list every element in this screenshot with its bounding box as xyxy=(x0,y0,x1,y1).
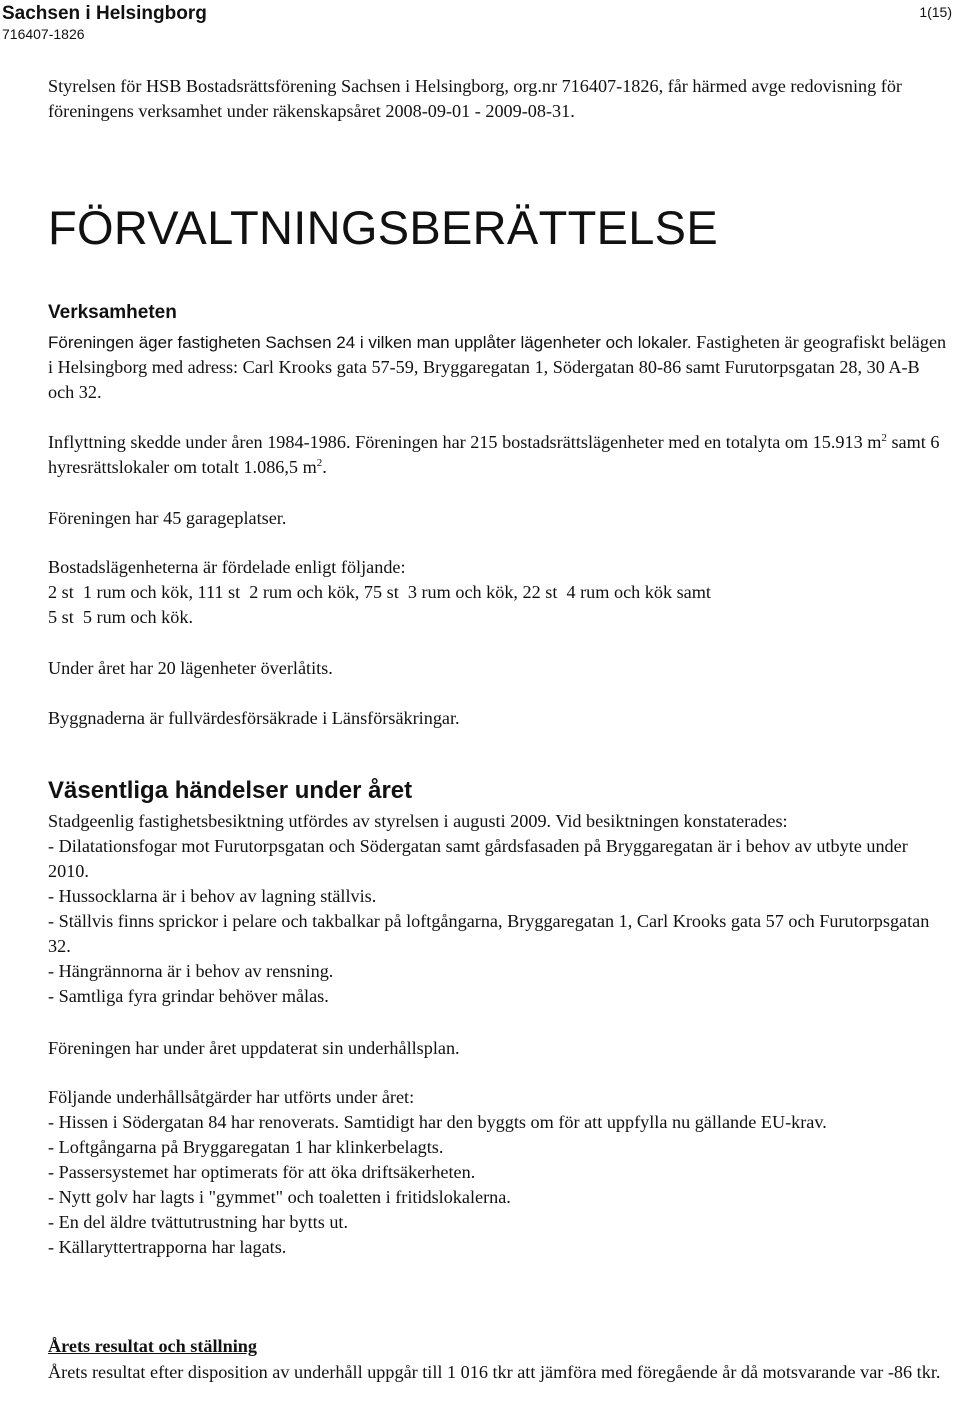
measure-item: - Hissen i Södergatan 84 har renoverats. Samtidigt har den byggts om för att uppfylla nu gällande EU-krav. xyxy=(48,1112,827,1132)
intro-text: Styrelsen för HSB Bostadsrättsförening Sachsen i Helsingborg, org.nr 716407-1826, får härmed avge redovisning för föreningens verksamhet under räkenskapsåret 2008-09-01 - 2009-08-31. xyxy=(48,76,902,121)
inspection-block xyxy=(48,809,948,1009)
page-title: FÖRVALTNINGSBERÄTTELSE xyxy=(48,201,718,254)
distribution-line-1: 2 st 1 rum och kök, 111 st 2 rum och kök, 75 st 3 rum och kök, 22 st 4 rum och kök samt xyxy=(48,582,711,602)
insurance-text: Byggnaderna är fullvärdesförsäkrade i Länsförsäkringar. xyxy=(48,708,460,728)
inspection-item: - Ställvis finns sprickor i pelare och takbalkar på loftgångarna, Bryggaregatan 1, Carl Krooks gata 57 och Furutorpsgatan 32. xyxy=(48,911,930,956)
section-heading-verksamheten: Verksamheten xyxy=(48,302,177,323)
measure-item: - Passersystemet har optimerats för att öka driftsäkerheten. xyxy=(48,1162,476,1182)
section-heading-events: Väsentliga händelser under året xyxy=(48,777,413,804)
measures-intro: Följande underhållsåtgärder har utförts under året: xyxy=(48,1087,415,1107)
organization-number: 716407-1826 xyxy=(2,26,85,42)
inspection-item: - Samtliga fyra grindar behöver målas. xyxy=(48,986,329,1006)
result-paragraph xyxy=(48,1360,948,1385)
garage-text: Föreningen har 45 garageplatser. xyxy=(48,508,287,528)
measure-item: - Loftgångarna på Bryggaregatan 1 har klinkerbelagts. xyxy=(48,1137,444,1157)
inspection-item: - Hussocklarna är i behov av lagning ställvis. xyxy=(48,886,377,906)
garage-paragraph xyxy=(48,506,948,531)
occupancy-text-b: samt 6 hyresrättslokaler om totalt 1.086,5 m xyxy=(48,432,940,477)
occupancy-text-a: Inflyttning skedde under åren 1984-1986. Föreningen har 215 bostadsrättslägenheter med en totalyta om 15.913 m xyxy=(48,432,882,452)
page-indicator: 1(15) xyxy=(919,4,952,20)
transfers-paragraph xyxy=(48,656,948,681)
intro-paragraph xyxy=(48,74,953,124)
measure-item: - En del äldre tvättutrustning har bytts ut. xyxy=(48,1212,349,1232)
insurance-paragraph xyxy=(48,706,948,731)
measure-item: - Källaryttertrapporna har lagats. xyxy=(48,1237,287,1257)
transfers-text: Under året har 20 lägenheter överlåtits. xyxy=(48,658,333,678)
distribution-line-2: 5 st 5 rum och kök. xyxy=(48,607,193,627)
inspection-item: - Dilatationsfogar mot Furutorpsgatan och Södergatan samt gårdsfasaden på Bryggaregatan är i behov av utbyte under 2010. xyxy=(48,836,908,881)
verksamheten-paragraph-1 xyxy=(48,330,948,405)
organization-name: Sachsen i Helsingborg xyxy=(2,3,207,24)
verksamheten-paragraph-2 xyxy=(48,430,948,480)
property-location-text: Fastigheten är geografiskt belägen i Helsingborg med adress: Carl Krooks gata 57-59, Bryggaregatan 1, Södergatan 80-86 samt Furutorpsgatan 28, 30 A-B och 32. xyxy=(48,332,947,402)
superscript-2: 2 xyxy=(316,456,323,469)
measure-item: - Nytt golv har lagts i "gymmet" och toaletten i fritidslokalerna. xyxy=(48,1187,511,1207)
maintenance-measures-block xyxy=(48,1085,948,1260)
inspection-item: - Hängrännorna är i behov av rensning. xyxy=(48,961,334,981)
occupancy-text-c: . xyxy=(322,457,327,477)
superscript-2: 2 xyxy=(881,431,887,444)
distribution-intro: Bostadslägenheterna är fördelade enligt följande: xyxy=(48,557,406,577)
property-ownership-text: Föreningen äger fastigheten Sachsen 24 i vilken man upplåter lägenheter och lokaler. xyxy=(48,333,692,352)
result-text: Årets resultat efter disposition av underhåll uppgår till 1 016 tkr att jämföra med föregående år då motsvarande var -86 tkr. xyxy=(48,1362,941,1382)
apartment-distribution-paragraph xyxy=(48,555,948,630)
section-heading-result: Årets resultat och ställning xyxy=(48,1336,257,1356)
maintenance-plan-text: Föreningen har under året uppdaterat sin underhållsplan. xyxy=(48,1038,460,1058)
maintenance-plan-paragraph xyxy=(48,1036,948,1061)
inspection-intro: Stadgeenlig fastighetsbesiktning utfördes av styrelsen i augusti 2009. Vid besiktningen konstaterades: xyxy=(48,811,788,831)
